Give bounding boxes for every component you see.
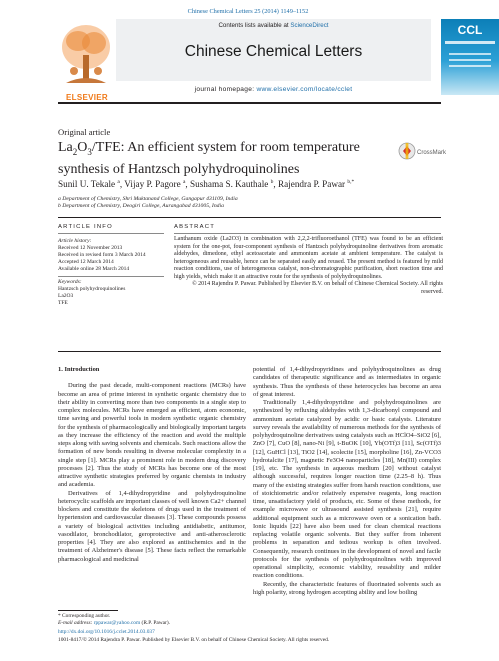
journal-homepage (116, 86, 431, 93)
history-label: Article history: (58, 238, 92, 244)
paragraph: Traditionally 1,4-dihydropyridine and polyhydroquinolines are synthesized by refluxing aldehydes with 1,3-dicarbonyl compound and ammonium acetate catalyzed by acidic or basic catalysts. Literature survey reveals the availability of numerous methods for the synthesis of polyhydroquinoline derivatives using catalysts such as HClO4–SiO2 [6], ZnO [7], CuO [8], nano-Ni [9], t-BuOK [10], Yb(OTf)3 [11], Sc(OTf)3 [12], GuHCl [13], TiO2 [14], scolecite [15], morpholine [16], Zn-VCO3 hydrotalcite [17], magnetic Fe3O4 nanoparticles [18], Mn(III) complex [19], etc. The synthesis in aqueous medium [20] without catalyst although successful, requires longer reaction time (2.25–8 h). Thus many of the existing strategies suffer from harsh reaction conditions, use of stoichiometric and/or relatively expensive reagents, long reaction time, unsatisfactory yield of products, etc. Some of these methods, for example microwave or ultrasound assisted synthesis [21], require additional equipment such as a microwave oven or a sonication bath. Ionic liquids [22] have also been used for clean chemical reactions replacing volatile organic solvents. But they suffer from inherent problems in separation and tedious workup is often involved. Consequently, research continues in the development of novel and facile protocols for the synthesis of polyhydroquinolines with improved operational simplicity, economic viability, reusability and milder reaction conditions. (253, 399, 441, 580)
journal-title: Chinese Chemical Letters (184, 43, 363, 60)
abstract (174, 236, 443, 296)
paragraph: During the past decade, multi-component reactions (MCRs) have become an area of prime interest in synthetic organic chemistry due to their ability in converting more than two components in a single step to complex molecules. MCRs have emerged as efficient, atom economic, time saving and powerful tools in modern synthetic organic chemistry for the synthesis of pharmacologically and biologically important targets as they increase the efficiency of the reaction and avoid the multiple steps along with saving solvents and chemicals. Such reactions allow the formation of new bonds resulting in diverse molecular complexity in a single step [1]. MCRs play a prominent role in modern drug discovery processes [2]. Thus the study of MCRs has become one of the most attractive synthetic strategies preferred by organic chemists in industry and academia. (58, 382, 246, 489)
paragraph: Recently, the characteristic features of fluorinated solvents such as high polarity, strong hydrogen accepting ability and low boiling (253, 580, 441, 596)
cover-title: CCL (457, 23, 483, 37)
elsevier-wordmark: ELSEVIER (66, 93, 108, 102)
body-column-right (253, 366, 441, 597)
keyword: TFE (58, 300, 68, 307)
cover-line (449, 65, 491, 67)
email-line (58, 620, 258, 627)
author-list: Sunil U. Tekale $^a$, Vijay P. Pagore $^a$, Sushama S. Kauthale $^b$, Rajendra P. Pawar $^{b,*}$ (58, 179, 355, 190)
abstract-text: Lanthanum oxide (La2O3) in combination with 2,2,2-trifluoroethanol (TFE) was found to be an efficient system for the one-pot, four-component synthesis of Hantzsch polyhydroquinoline derivatives from aromatic aldehydes, dimedone, ethyl acetoacetate and ammonium acetate at ambient temperature. The catalyst is heterogeneous and reusable, hence can be separated easily and reused. The present method is featured by mild reaction conditions, use of heterogeneous catalyst, non-chromatographic purification, short reaction time and high yields, which make it an attractive route for the synthesis of polyhydroquinolines. (174, 236, 443, 280)
crossmark-icon[interactable] (398, 140, 447, 166)
crossmark-label: CrossMark (417, 150, 447, 156)
masthead-rule (58, 102, 441, 104)
history-item: Received 12 November 2013 (58, 245, 123, 252)
email-suffix: (R.P. Pawar). (140, 620, 170, 626)
keywords-label: Keywords: (58, 279, 82, 286)
masthead (58, 18, 483, 102)
history-item: Accepted 12 March 2014 (58, 259, 114, 266)
abstract-copyright: © 2014 Rajendra P. Pawar. Published by Elsevier B.V. on behalf of Chinese Chemical Society. All rights reserved. (192, 281, 443, 295)
email-link[interactable]: rppawar@yahoo.com (93, 620, 141, 626)
cover-line (449, 53, 491, 55)
section-divider (58, 351, 441, 352)
section-divider (58, 217, 441, 218)
cover-stripe (445, 41, 495, 44)
homepage-prefix: journal homepage: (194, 86, 257, 93)
affiliation: a Department of Chemistry, Shri Muktanand College, Gangapur 431109, India (58, 196, 238, 202)
footnote-rule (58, 610, 118, 611)
keyword: La2O3 (58, 293, 74, 300)
homepage-link[interactable]: www.elsevier.com/locate/cclet (256, 86, 353, 93)
paragraph: Derivatives of 1,4-dihydropyridine and polyhydroquinoline heterocyclic scaffolds are important classes of well known Ca2+ channel blockers and constitute the skeletons of drugs used in the treatment of hypertension and cardiovascular diseases [3]. These compounds possess a variety of biological activities including antidiabetic, antitumor, vasodilator, bronchodilator, geroprotective and anti-atherosclerotic properties [4]. They are also explored as antiischemics and in the treatment of Alzheimer's disease [5]. These facts reflect the remarkable pharmacological and medicinal (58, 489, 246, 563)
abstract-heading: ABSTRACT (174, 224, 216, 230)
article-info-heading: ARTICLE INFO (58, 224, 113, 230)
elsevier-tree-logo (56, 19, 116, 91)
cover-line (449, 59, 491, 61)
keyword: Hantzsch polyhydroquinolines (58, 286, 126, 293)
sciencedirect-link[interactable]: ScienceDirect (290, 22, 329, 29)
corresponding-author: * Corresponding author. (58, 613, 111, 619)
body-column-left (58, 366, 246, 564)
footnote (58, 613, 258, 627)
article-title: $La_2O_3$/TFE: An efficient system for room temperature synthesis of Hantzsch polyhydroquinolines (58, 140, 360, 177)
history-item: Available online 28 March 2014 (58, 266, 130, 273)
rights-statement: 1001-8417/© 2014 Rajendra P. Pawar. Published by Elsevier B.V. on behalf of Chinese Chemical Society. All rights reserved. (58, 637, 330, 643)
paragraph: potential of 1,4-dihydropyridines and polyhydroquinolines as drug candidates of therapeutic significance and as intermediates in organic synthesis. Thus the synthesis of these heterocycles has become an area of great interest. (253, 366, 441, 398)
running-header: Chinese Chemical Letters 25 (2014) 1149–1152 (187, 8, 309, 15)
journal-cover (441, 19, 499, 95)
article-type: Original article (58, 127, 111, 137)
email-label: E-mail address: (58, 620, 94, 626)
article-info-rule (58, 233, 164, 234)
article-info (58, 238, 178, 308)
doi-link[interactable]: http://dx.doi.org/10.1016/j.cclet.2014.03.037 (58, 629, 155, 635)
info-rule (58, 276, 164, 277)
section-heading: 1. Introduction (58, 366, 100, 373)
history-item: Received in revised form 3 March 2014 (58, 252, 146, 259)
abstract-rule (174, 233, 441, 234)
affiliation: b Department of Chemistry, Deogiri College, Aurangabad 431005, India (58, 203, 224, 209)
contents-prefix: Contents lists available at (218, 22, 291, 29)
contents-line (116, 22, 431, 29)
